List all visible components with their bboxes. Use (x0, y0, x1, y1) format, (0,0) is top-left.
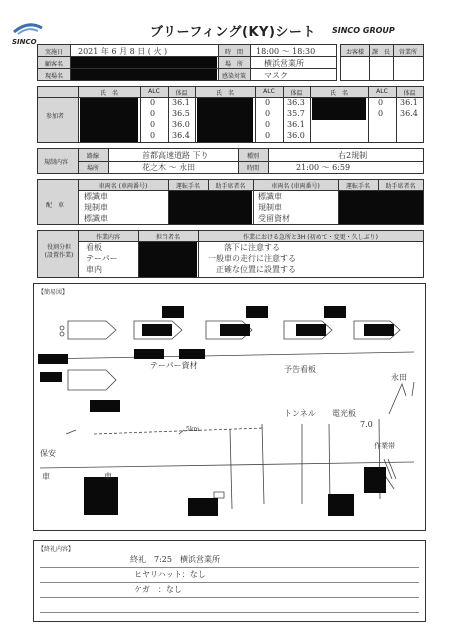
sketch-redacted (90, 400, 120, 412)
names-redacted-3 (312, 98, 366, 120)
end-meeting-line2: ヒヤリハット：なし (134, 570, 206, 579)
vehicle-name: 規制車 (258, 203, 282, 212)
participants-label: 参加者 (46, 113, 65, 120)
col-temp-3: 体温 (403, 90, 416, 97)
date-label: 実施日 (44, 49, 63, 56)
route-label: 路線 (86, 153, 99, 160)
alc-value: 0 (150, 120, 156, 129)
type-value: 右2規制 (338, 151, 368, 160)
sketch-redacted (296, 324, 326, 336)
work-item: テーパー (86, 254, 118, 263)
car-label: 車 (104, 472, 112, 481)
sketch-redacted (188, 498, 218, 516)
col-alc-1: ALC (148, 88, 160, 95)
end-meeting-line3: ケガ ：なし (134, 585, 182, 594)
alc-value: 0 (265, 120, 271, 129)
sketch-redacted (40, 372, 62, 382)
keypoint-header: 作業における急所と3H (初めて・変更・久しぶり) (243, 234, 378, 241)
alc-value: 0 (378, 98, 384, 107)
driver-header: 運転手名 (345, 183, 370, 190)
end-meeting-area (33, 540, 426, 622)
place-label: 場 所 (224, 61, 243, 68)
alc-value: 0 (378, 109, 384, 118)
sketch-area (33, 283, 426, 531)
sketch-redacted (328, 494, 354, 516)
temp-value: 36.4 (172, 131, 190, 140)
keypoint-item: 落下に注意する (224, 243, 280, 252)
roles-label: 役割分担 (設置作業) (44, 244, 74, 259)
keypoint-item: 正確な位置に設置する (216, 265, 296, 274)
roles-table (37, 230, 424, 278)
nagata-label: 永田 (391, 373, 407, 382)
company-logo-text: SINCO (12, 38, 37, 46)
end-meeting-label: 【終礼内容】 (38, 546, 75, 553)
route-value: 首都高速道路 下り (142, 151, 209, 160)
sketch-redacted (162, 306, 184, 318)
persons-redacted (139, 242, 197, 277)
sketch-redacted (134, 349, 164, 359)
col-name-3: 氏 名 (329, 90, 348, 97)
participants-table (37, 86, 424, 143)
info-table (37, 44, 337, 81)
regulation-place-value: 花之木 〜 永田 (142, 163, 196, 172)
regulation-table (37, 148, 424, 174)
time-label: 時 間 (224, 49, 243, 56)
vehicle-header: 車両名 (車両番号) (98, 183, 148, 190)
col-name-2: 氏 名 (215, 90, 234, 97)
names-redacted-2 (197, 98, 253, 142)
approval-table (340, 44, 424, 81)
work-header: 作業内容 (95, 234, 120, 241)
vehicle-name: 標識車 (84, 214, 108, 223)
approval-office: 営業所 (398, 49, 417, 56)
vehicle-name: 標識車 (258, 192, 282, 201)
tunnel-label: トンネル (284, 409, 316, 418)
alc-value: 0 (265, 109, 271, 118)
notice-board-label: 予告看板 (284, 365, 316, 374)
regulation-time-label: 時間 (246, 165, 259, 172)
alc-value: 0 (150, 131, 156, 140)
sketch-redacted (142, 324, 172, 336)
col-temp-2: 体温 (290, 90, 303, 97)
site-redacted (71, 69, 217, 80)
temp-value: 36.0 (287, 131, 305, 140)
temp-value: 36.3 (287, 98, 305, 107)
col-name-1: 氏 名 (99, 90, 118, 97)
infection-label: 感染対策 (221, 73, 246, 80)
work-zone-label: 作業帯 (374, 442, 395, 450)
alc-value: 0 (150, 98, 156, 107)
driver-header: 運転手名 (175, 183, 200, 190)
customer-label: 顧客名 (44, 61, 63, 68)
names-redacted-1 (80, 98, 138, 142)
sketch-redacted (179, 349, 205, 359)
work-item: 車内 (86, 265, 102, 274)
vehicles-label: 配 車 (46, 202, 65, 209)
temp-value: 36.1 (287, 120, 305, 129)
time-value: 18:00 〜 18:30 (256, 47, 316, 56)
col-alc-2: ALC (263, 88, 275, 95)
site-label: 現場名 (44, 73, 63, 80)
drivers-redacted-right (339, 191, 423, 224)
customer-redacted (71, 57, 217, 68)
temp-value: 36.4 (400, 109, 418, 118)
person-header: 担当者名 (155, 234, 180, 241)
alc-value: 0 (265, 131, 271, 140)
assistant-header: 助手席者名 (215, 183, 246, 190)
col-alc-3: ALC (376, 88, 388, 95)
temp-value: 36.0 (172, 120, 190, 129)
sketch-redacted (84, 477, 118, 515)
regulation-label: 規制内容 (44, 159, 69, 166)
vehicle-header: 車両名 (車両番号) (271, 183, 320, 190)
distance-label: 7.0 (360, 420, 373, 429)
approval-manager: 課 長 (371, 49, 390, 56)
temp-value: 36.1 (172, 98, 190, 107)
infection-value: マスク (264, 71, 288, 80)
vehicle-name: 規制車 (84, 203, 108, 212)
drivers-redacted-left (169, 191, 252, 224)
alc-value: 0 (265, 98, 271, 107)
speed-label: 5km (186, 426, 200, 433)
sketch-redacted (324, 306, 346, 318)
hoan-label: 保安 (40, 449, 56, 458)
sketch-label: 【簡易図】 (38, 289, 69, 296)
end-meeting-line1: 終礼 7:25 横浜営業所 (130, 555, 220, 564)
regulation-time-value: 21:00 〜 6:59 (296, 163, 351, 172)
sketch-redacted (38, 354, 68, 364)
sketch-redacted (220, 324, 250, 336)
page-title: ブリーフィング(KY)シート (150, 25, 316, 40)
place-value: 横浜営業所 (264, 59, 304, 68)
vehicle-name: 受留資材 (258, 214, 290, 223)
alc-value: 0 (150, 109, 156, 118)
type-label: 種別 (246, 153, 259, 160)
temp-value: 36.5 (172, 109, 190, 118)
vehicle-name: 標識車 (84, 192, 108, 201)
place-label: 場所 (86, 165, 99, 172)
date-value: 2021 年 6 月 8 日 ( 火 ) (78, 47, 168, 56)
group-name: SINCO GROUP (332, 26, 395, 35)
temp-value: 36.1 (400, 98, 418, 107)
vehicles-table (37, 179, 424, 225)
temp-value: 35.7 (287, 109, 305, 118)
sketch-redacted (246, 306, 268, 318)
approval-customer: お客様 (345, 49, 364, 56)
car-label: 車 (42, 472, 50, 481)
assistant-header: 助手席者名 (385, 183, 416, 190)
lightboard-label: 電光板 (332, 409, 356, 418)
col-temp-1: 体温 (175, 90, 188, 97)
keypoint-item: 一般車の走行に注意する (208, 254, 296, 263)
sketch-redacted (364, 467, 386, 493)
taper-label: テーパー資材 (150, 361, 198, 370)
work-item: 看板 (86, 243, 102, 252)
sketch-redacted (364, 324, 394, 336)
